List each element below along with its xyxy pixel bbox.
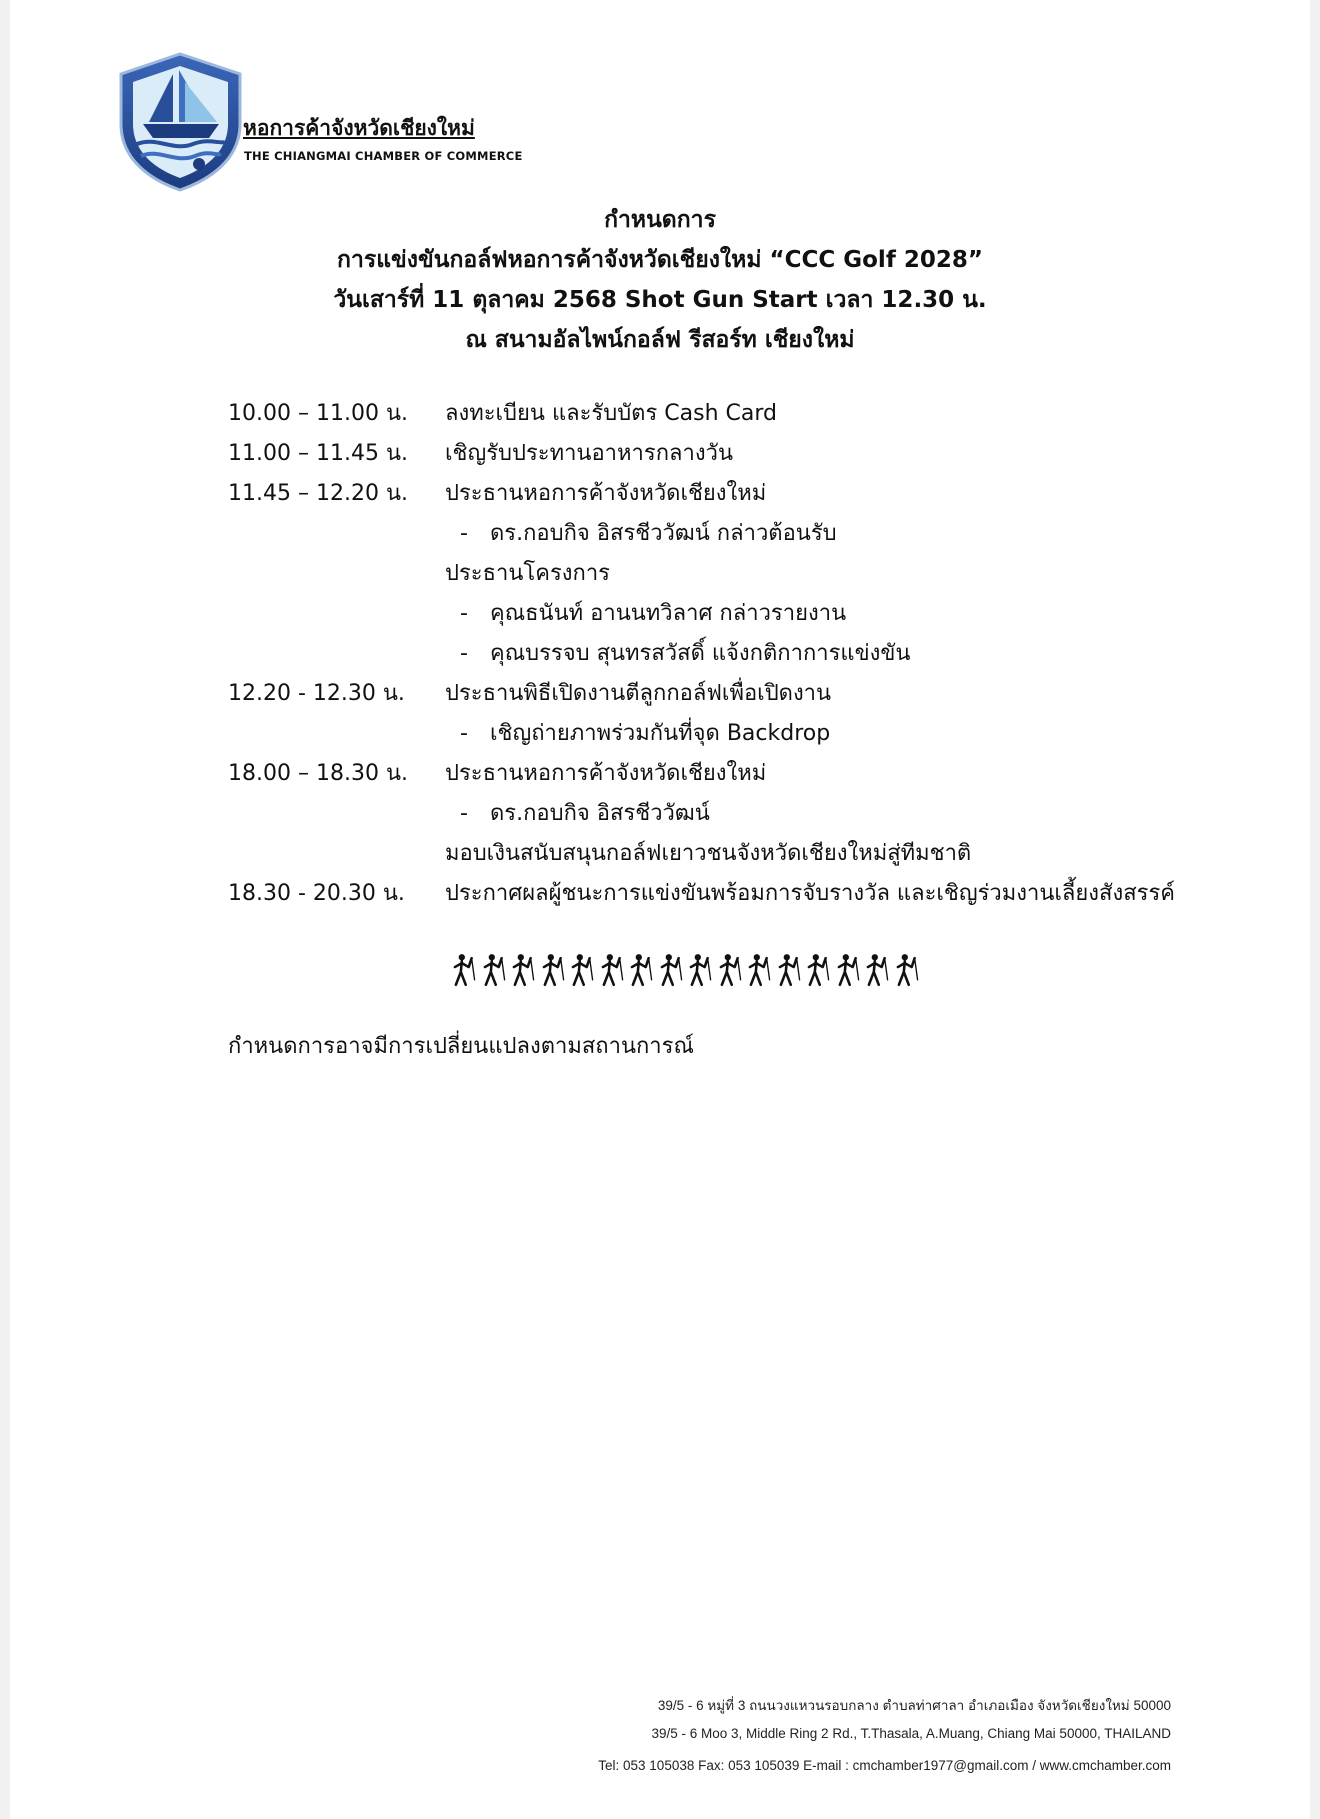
schedule-row [228,674,1228,714]
title-line-3: วันเสาร์ที่ 11 ตุลาคม 2568 Shot Gun Start เวลา 12.30 น. [333,287,987,313]
footer-address-english: 39/5 - 6 Moo 3, Middle Ring 2 Rd., T.Thasala, A.Muang, Chiang Mai 50000, THAILAND [651,1726,1171,1741]
schedule-text: มอบเงินสนับสนุนกอล์ฟเยาวชนจังหวัดเชียงใหม่สู่ทีมชาติ [445,841,972,866]
golfer-icon [834,952,864,988]
chamber-logo-icon [113,52,248,192]
schedule-time: 18.00 – 18.30 น. [228,761,408,786]
schedule-subrow [228,514,1228,554]
footer-contact: Tel: 053 105038 Fax: 053 105039 E-mail : cmchamber1977@gmail.com / www.cmchamber.com [598,1758,1171,1773]
org-name-thai: หอการค้าจังหวัดเชียงใหม่ [243,116,475,140]
golfer-icon [539,952,569,988]
schedule-text: เชิญถ่ายภาพร่วมกันที่จุด Backdrop [490,721,831,746]
schedule-text: คุณธนันท์ อานนทวิลาศ กล่าวรายงาน [490,601,847,626]
schedule-subrow [228,634,1228,674]
schedule-text: ประธานหอการค้าจังหวัดเชียงใหม่ [445,761,767,786]
bullet-dash: - [460,521,468,546]
golfer-icon [716,952,746,988]
document-title [10,200,1310,360]
golfer-icon [775,952,805,988]
schedule-row [228,554,1228,594]
title-line-2: การแข่งขันกอล์ฟหอการค้าจังหวัดเชียงใหม่ “CCC Golf 2028” [337,247,983,273]
golfer-icon [893,952,923,988]
schedule-row [228,754,1228,794]
schedule-text: ประกาศผลผู้ชนะการแข่งขันพร้อมการจับรางวัล และเชิญร่วมงานเลี้ยงสังสรรค์ [445,881,1175,906]
schedule-subrow [228,714,1228,754]
schedule-text: ลงทะเบียน และรับบัตร Cash Card [445,401,777,426]
golfer-icon [598,952,628,988]
bullet-dash: - [460,641,468,666]
schedule-text: คุณบรรจบ สุนทรสวัสดิ์ แจ้งกติกาการแข่งขัน [490,641,911,666]
schedule-row [228,874,1228,914]
golfer-icon [627,952,657,988]
title-line-4: ณ สนามอัลไพน์กอล์ฟ รีสอร์ท เชียงใหม่ [465,327,855,353]
org-name-english: THE CHIANGMAI CHAMBER OF COMMERCE [244,149,523,163]
schedule-text: เชิญรับประทานอาหารกลางวัน [445,441,733,466]
schedule-row [228,474,1228,514]
bullet-dash: - [460,801,468,826]
schedule-row [228,434,1228,474]
golfer-icon [863,952,893,988]
schedule-subrow [228,794,1228,834]
golfer-icon [745,952,775,988]
footer-address-thai: 39/5 - 6 หมู่ที่ 3 ถนนวงแหวนรอบกลาง ตำบลท่าศาลา อำเภอเมือง จังหวัดเชียงใหม่ 50000 [657,1698,1171,1713]
schedule-text: ประธานหอการค้าจังหวัดเชียงใหม่ [445,481,767,506]
schedule-text: ดร.กอบกิจ อิสรชีววัฒน์ กล่าวต้อนรับ [490,521,837,546]
bullet-dash: - [460,721,468,746]
schedule-note: กำหนดการอาจมีการเปลี่ยนแปลงตามสถานการณ์ [228,1034,694,1059]
schedule-text: ดร.กอบกิจ อิสรชีววัฒน์ [490,801,710,826]
schedule-time: 12.20 - 12.30 น. [228,681,405,706]
golfer-icon [804,952,834,988]
golfer-icon [686,952,716,988]
schedule-subrow [228,594,1228,634]
golfer-icon [509,952,539,988]
golfer-icon [657,952,687,988]
schedule-row [228,834,1228,874]
schedule-text: ประธานโครงการ [445,561,610,586]
schedule-time: 18.30 - 20.30 น. [228,881,405,906]
schedule-time: 11.45 – 12.20 น. [228,481,408,506]
golfer-icon [450,952,480,988]
schedule-time: 10.00 – 11.00 น. [228,401,408,426]
schedule-text: ประธานพิธีเปิดงานตีลูกกอล์ฟเพื่อเปิดงาน [445,681,832,706]
document-page [10,0,1310,1819]
schedule-time: 11.00 – 11.45 น. [228,441,408,466]
schedule-list [228,394,1228,914]
schedule-row [228,394,1228,434]
bullet-dash: - [460,601,468,626]
golfer-divider [450,952,922,988]
title-line-1: กำหนดการ [604,207,716,233]
golfer-icon [480,952,510,988]
golfer-icon [568,952,598,988]
